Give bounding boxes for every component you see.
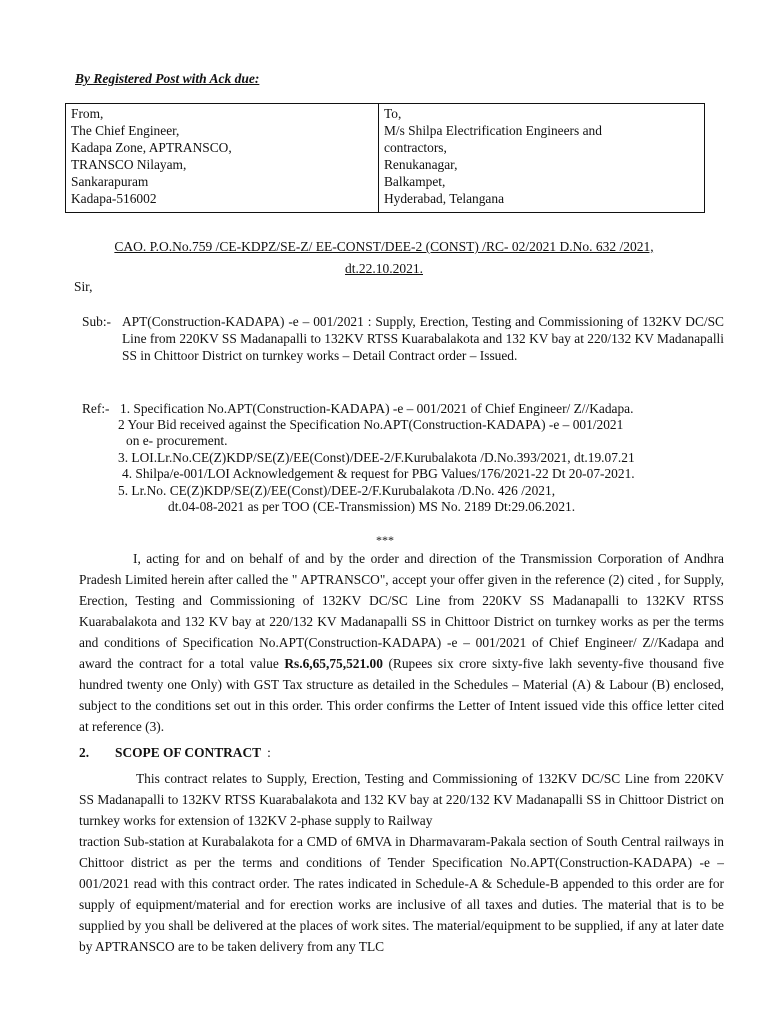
subject-text bbox=[122, 313, 724, 364]
reference-item: 4. Shilpa/e-001/LOI Acknowledgement & request for PBG Values/176/2021-22 Dt 20-07-2021. bbox=[122, 466, 635, 481]
reference-item: 3. LOI.Lr.No.CE(Z)KDP/SE(Z)/EE(Const)/DEE-2/F.Kurubalakota /D.No.393/2021, dt.19.07.21 bbox=[118, 450, 635, 465]
reference-item: on e- procurement. bbox=[126, 433, 228, 448]
order-reference-line-2: dt.22.10.2021. bbox=[344, 261, 423, 276]
scope-paragraph bbox=[79, 768, 724, 831]
from-line: From, bbox=[71, 106, 104, 121]
subject-label: Sub:- bbox=[82, 314, 112, 329]
from-address-cell bbox=[66, 104, 379, 213]
from-line: The Chief Engineer, bbox=[71, 123, 180, 138]
scope-text-1: This contract relates to Supply, Erection, Testing and Commissioning of 132KV DC/SC Line from 220KV SS Madanapalli to 132KV RTSS Kuarabalakota and 132 KV bay at 220/132 KV Madanapalli SS in Chittoor District on turnkey works for extension of 132KV 2-phase supply to Railway bbox=[79, 771, 724, 828]
reference-item: 1. Specification No.APT(Construction-KADAPA) -e – 001/2021 of Chief Engineer/ Z//Kadapa. bbox=[120, 401, 634, 416]
reference-item: 2 Your Bid received against the Specification No.APT(Construction-KADAPA) -e – 001/2021 bbox=[118, 417, 624, 432]
to-line: contractors, bbox=[384, 140, 447, 155]
scope-text-2: traction Sub-station at Kurabalakota for a CMD of 6MVA in Dharmavaram-Pakala section of South Central railways in Chittoor district as per the terms and conditions of Tender Specification No.APT(Construction-KADAPA) -e – 001/2021 read with this contract order. The rates indicated in Schedule-A & Schedule-B appended to this order are for supply of equipment/material and for erection works are inclusive of all taxes and duties. The material that is to be supplied by you shall be delivered at the places of work sites. The material/equipment to be supplied, if any at later date by APTRANSCO are to be taken delivery from any TLC bbox=[79, 834, 724, 954]
from-line: Kadapa Zone, APTRANSCO, bbox=[71, 140, 232, 155]
section-heading bbox=[79, 744, 271, 761]
scope-paragraph-continued bbox=[79, 831, 724, 957]
acceptance-paragraph bbox=[79, 548, 724, 737]
to-line: Renukanagar, bbox=[384, 157, 458, 172]
section-title: SCOPE OF CONTRACT bbox=[115, 745, 262, 760]
post-header: By Registered Post with Ack due: bbox=[75, 71, 260, 86]
contract-amount: Rs.6,65,75,521.00 bbox=[284, 656, 383, 671]
order-reference-line-1: CAO. P.O.No.759 /CE-KDPZ/SE-Z/ EE-CONST/DEE-2 (CONST) /RC- 02/2021 D.No. 632 /2021, bbox=[114, 239, 654, 254]
from-line: TRANSCO Nilayam, bbox=[71, 157, 187, 172]
subject-body: APT(Construction-KADAPA) -e – 001/2021 : Supply, Erection, Testing and Commissioning of 132KV DC/SC Line from 220KV SS Madanapalli to 132KV RTSS Kuarabalakota and 132 KV bay at 220/132 KV Madanapalli SS in Chittoor District on turnkey works – Detail Contract order – Issued. bbox=[122, 314, 724, 363]
to-line: Hyderabad, Telangana bbox=[384, 191, 505, 206]
references-label: Ref:- bbox=[82, 401, 110, 416]
address-table bbox=[65, 103, 705, 213]
reference-item: 5. Lr.No. CE(Z)KDP/SE(Z)/EE(Const)/DEE-2/F.Kurubalakota /D.No. 426 /2021, bbox=[118, 483, 556, 498]
salutation: Sir, bbox=[74, 279, 93, 294]
separator-stars: *** bbox=[376, 533, 394, 547]
order-reference-number bbox=[60, 236, 708, 280]
section-colon: : bbox=[267, 745, 271, 760]
reference-item: dt.04-08-2021 as per TOO (CE-Transmission) MS No. 2189 Dt:29.06.2021. bbox=[168, 499, 576, 514]
section-number: 2. bbox=[79, 745, 90, 760]
from-line: Kadapa-516002 bbox=[71, 191, 157, 206]
to-line: To, bbox=[384, 106, 402, 121]
from-line: Sankarapuram bbox=[71, 174, 149, 189]
to-address-cell bbox=[379, 104, 705, 213]
to-line: M/s Shilpa Electrification Engineers and bbox=[384, 123, 602, 138]
paragraph-text: (Rupees six crore sixty-five lakh seventy-five thousand five hundred twenty one Only) with GST Tax structure as detailed in the Schedules – Material (A) & Labour (B) enclosed, subject to the conditions set out in this order. This order confirms the Letter of Intent issued vide this office letter cited at reference (3). bbox=[79, 656, 724, 734]
to-line: Balkampet, bbox=[384, 174, 446, 189]
paragraph-text: I, acting for and on behalf of and by the order and direction of the Transmission Corporation of Andhra Pradesh Limited herein after called the " APTRANSCO", accept your offer given in the reference (2) cited , for Supply, Erection, Testing and Commissioning of 132KV DC/SC Line from 220KV SS Madanapalli to 132KV RTSS Kuarabalakota and 132 KV bay at 220/132 KV Madanapalli SS in Chittoor District on turnkey works as per the terms and conditions of Specification No.APT(Construction-KADAPA) -e – 001/2021 of Chief Engineer/ Z//Kadapa and award the contract for a total value bbox=[79, 551, 724, 671]
